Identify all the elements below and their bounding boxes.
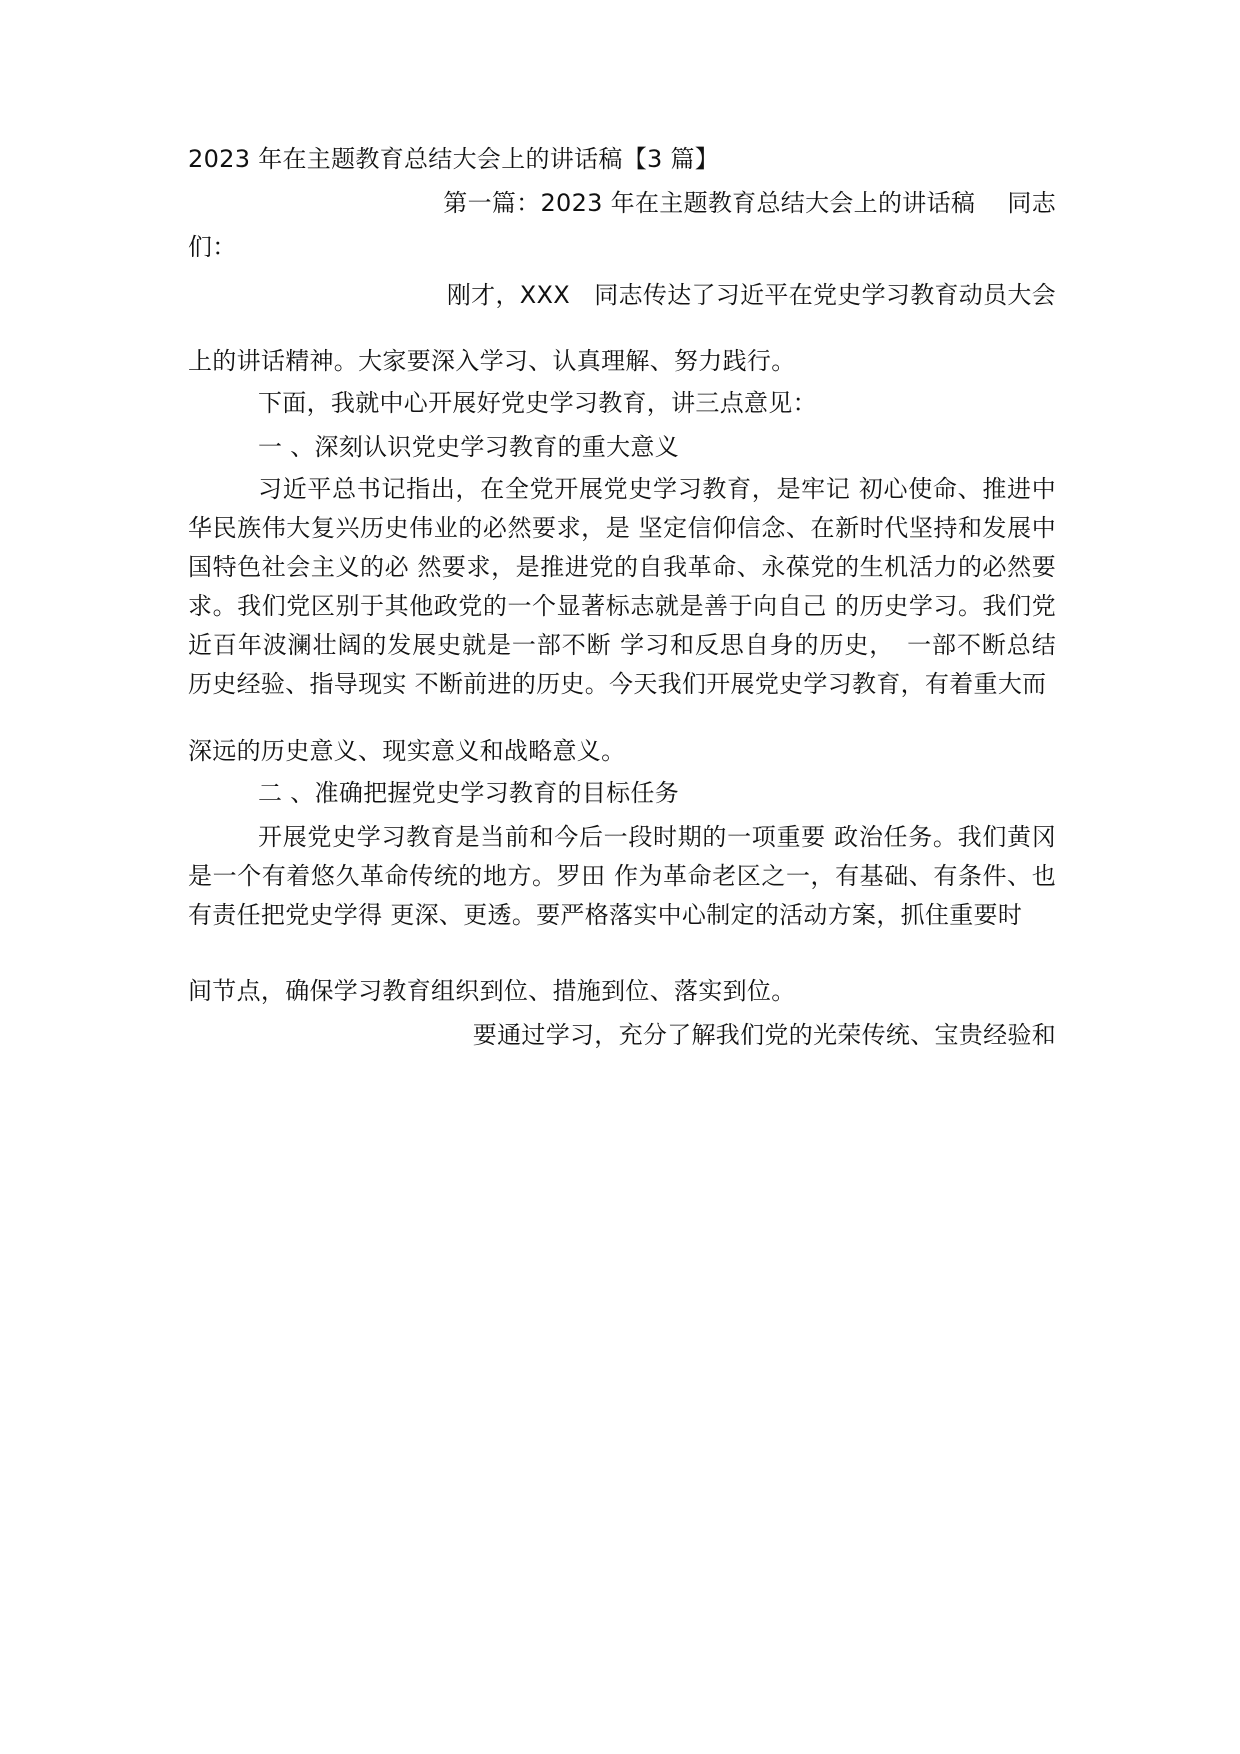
salutation: 们：	[188, 233, 237, 261]
paragraph-1: 习近平总书记指出，在全党开展党史学习教育，是牢记 初心使命、推进中华民族伟大复兴历史伟业的必然要求，是 坚定信仰信念、在新时代坚持和发展中国特色社会主义的必 然要求，是推进党的自我革命、永葆党的生机活力的必然要 求。我们党区别于其他政党的一个显著标志就是善于向自己 的历史学习。我们党近百年波澜壮阔的发展史就是一部不断 学习和反思自身的历史， 一部不断总结历史经验、指导现实 不断前进的历史。今天我们开展党史学习教育，有着重大而	[188, 475, 1056, 698]
paragraph-2-tail: 间节点，确保学习教育组织到位、措施到位、落实到位。	[188, 977, 796, 1005]
intro-line: 上的讲话精神。大家要深入学习、认真理解、努力践行。	[188, 347, 796, 375]
closing-line: 要通过学习，充分了解我们党的光荣传统、宝贵经验和	[472, 1021, 1056, 1049]
section-heading-2: 二 、准确把握党史学习教育的目标任务	[258, 779, 680, 807]
section-heading-1: 一 、深刻认识党史学习教育的重大意义	[258, 433, 680, 461]
lead-paragraph: 下面，我就中心开展好党史学习教育，讲三点意见：	[258, 389, 817, 417]
document-title: 2023 年在主题教育总结大会上的讲话稿【3 篇】	[188, 145, 720, 173]
intro-line: 刚才，XXX 同志传达了习近平在党史学习教育动员大会	[446, 281, 1056, 309]
paragraph-1-tail: 深远的历史意义、现实意义和战略意义。	[188, 737, 626, 765]
paragraph-2: 开展党史学习教育是当前和今后一段时期的一项重要 政治任务。我们黄冈是一个有着悠久革命传统的地方。罗田 作为革命老区之一，有基础、有条件、也有责任把党史学得 更深、更透。要严格落实中心制定的活动方案，抓住重要时	[188, 823, 1056, 929]
chapter-heading: 第一篇：2023 年在主题教育总结大会上的讲话稿 同志	[443, 189, 1056, 217]
